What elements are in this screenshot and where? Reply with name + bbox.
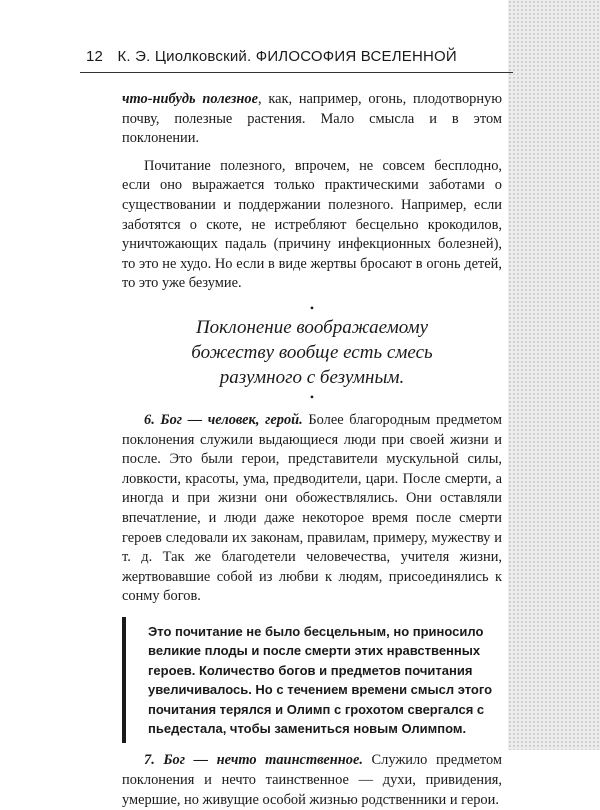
header-rule (80, 72, 513, 73)
section-paragraph (122, 751, 502, 810)
section-text: Более благородным предметом поклонения служили выдающиеся люди при своей жизни и после. Это были герои, представители мускульной силы, ловкости, красоты, ума, предводители, цари. После смерти, а иногда и при жизни они обожествлялись. Они оставляли впечатление, и люди даже некоторое время после смерти героев следовали их законам, правилам, примеру, мужеству и т. д. Так же благодетели человечества, учителя жизни, жертвовавшие собой из любви к людям, присоединялись к сонму богов. (122, 411, 502, 605)
pullquote-line: божеству вообще есть смесь (191, 341, 433, 363)
section-heading: 7. Бог — нечто таинственное. (144, 752, 363, 769)
paragraph-text: , как, например, огонь, плодотворную почву, полезные растения. Мало смысла и в этом поклонении. (122, 91, 502, 147)
paragraph-continued (122, 90, 502, 149)
pullquote-line: Поклонение воображаемому (195, 316, 429, 338)
section-text: Служило предметом поклонения и нечто таинственное — духи, привидения, умершие, но живущие особой жизнью родственники и герои. (122, 752, 502, 808)
pullquote-line: разумного с безумным. (219, 366, 405, 388)
emphasis-lead: что-нибудь полезное (122, 91, 258, 107)
section-paragraph (122, 411, 502, 607)
running-header (86, 48, 506, 65)
page-number: 12 (86, 48, 104, 65)
running-title: К. Э. Циолковский. ФИЛОСОФИЯ ВСЕЛЕННОЙ (117, 48, 457, 65)
highlight-box: Это почитание не было бесцельным, но приносило великие плоды и после смерти этих нравственных героев. Количество богов и предметов почитания увеличивалось. Но с течением времени смысл этого почитания терялся и Олимп с грохотом свергался с пьедестала, чтобы замениться новым Олимпом. (122, 617, 502, 743)
pullquote-separator-bottom: • (309, 389, 315, 404)
page-edge-texture (508, 0, 600, 750)
section-heading: 6. Бог — человек, герой. (144, 411, 303, 428)
paragraph: Почитание полезного, впрочем, не совсем бесплодно, если оно выражается только практическими заботами о существовании и поддержании полезного. Например, если заботятся о скоте, не истребляют бесцельно крокодилов, уничтожающих падаль (причину инфекционных болезней), то это не худо. Но если в виде жертвы бросают в огонь детей, то это уже безумие. (122, 157, 502, 292)
pullquote-separator-top: • (309, 300, 315, 315)
page-body (122, 90, 502, 810)
